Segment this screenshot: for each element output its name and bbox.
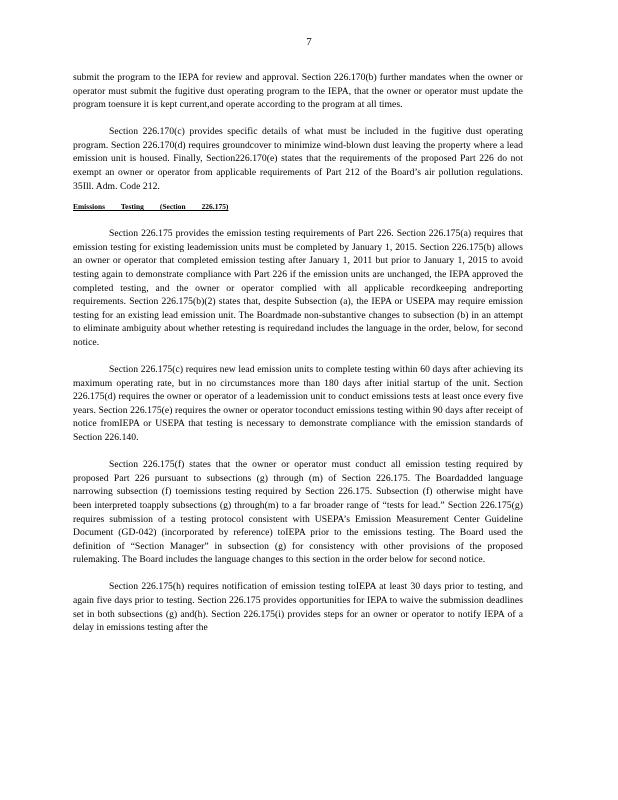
- page-number: 7: [306, 36, 312, 48]
- paragraph-continued: submit the program to the IEPA for review and approval. Section 226.170(b) further mandates when the owner or operator must submit the fugitive dust operating program to the IEPA, that the owner or operator must update the program toensure it is kept current,and operate according to the program at all times.: [73, 72, 523, 111]
- paragraph: Section 226.175 provides the emission testing requirements of Part 226. Section 226.175(a) requires that emission testing for existing leademission units must be completed by January 1, 2015. Section 226.175(b) allows an owner or operator that completed emission testing after January 1, 2011 but prior to January 1, 2015 to avoid testing again to demonstrate compliance with Part 226 if the emission units are unchanged, the IEPA approved the completed testing, and the owner or operator complied with all applicable recordkeeping andreporting requirements. Section 226.175(b)(2) states that, despite Subsection (a), the IEPA or USEPA may require emission testing for an existing lead emission unit. The Boardmade non-substantive changes to subsection (b) in an attempt to eliminate ambiguity about whether retesting is requiredand includes the language in the order, below, for second notice.: [73, 228, 523, 348]
- paragraph: Section 226.175(c) requires new lead emission units to complete testing within 60 days after achieving its maximum operating rate, but in no circumstances more than 180 days after initial startup of the unit. Section 226.175(d) requires the owner or operator of a leademission unit to conduct emissions tests at least once every five years. Section 226.175(e) requires the owner or operator toconduct emissions testing within 90 days after receipt of notice fromIEPA or USEPA that testing is necessary to demonstrate compliance with the emission standards of Section 226.140.: [73, 364, 523, 444]
- paragraph: Section 226.175(f) states that the owner or operator must conduct all emission testing required by proposed Part 226 pursuant to subsections (g) through (m) of Section 226.175. The Boardadded language narrowing subsection (f) toemissions testing required by Section 226.175. Subsection (f) otherwise might have been interpreted toapply subsections (g) through(m) to a far broader range of “tests for lead.” Section 226.175(g) requires submission of a testing protocol consistent with USEPA’s Emission Measurement Center Guideline Document (GD-042) (incorporated by reference) toIEPA prior to the emissions testing. The Board used the definition of “Section Manager” in subsection (g) for consistency with other provisions of the proposed rulemaking. The Board includes the language changes to this section in the order below for second notice.: [73, 459, 523, 566]
- paragraph: Section 226.175(h) requires notification of emission testing toIEPA at least 30 days prior to testing, and again five days prior to testing. Section 226.175 provides opportunities for IEPA to waive the submission deadlines set in both subsections (g) and(h). Section 226.175(i) provides steps for an owner or operator to notify IEPA of a delay in emissions testing after the: [73, 581, 523, 634]
- section-heading: Emissions Testing (Section 226.175): [73, 202, 229, 212]
- document-body: [73, 71, 523, 635]
- paragraph: Section 226.170(c) provides specific details of what must be included in the fugitive dust operating program. Section 226.170(d) requires groundcover to minimize wind-blown dust leaving the property where a lead emission unit is housed. Finally, Section226.170(e) states that the requirements of the proposed Part 226 do not exempt an owner or operator from applicable requirements of Part 212 of the Board’s air pollution regulations. 35Ill. Adm. Code 212.: [73, 126, 523, 192]
